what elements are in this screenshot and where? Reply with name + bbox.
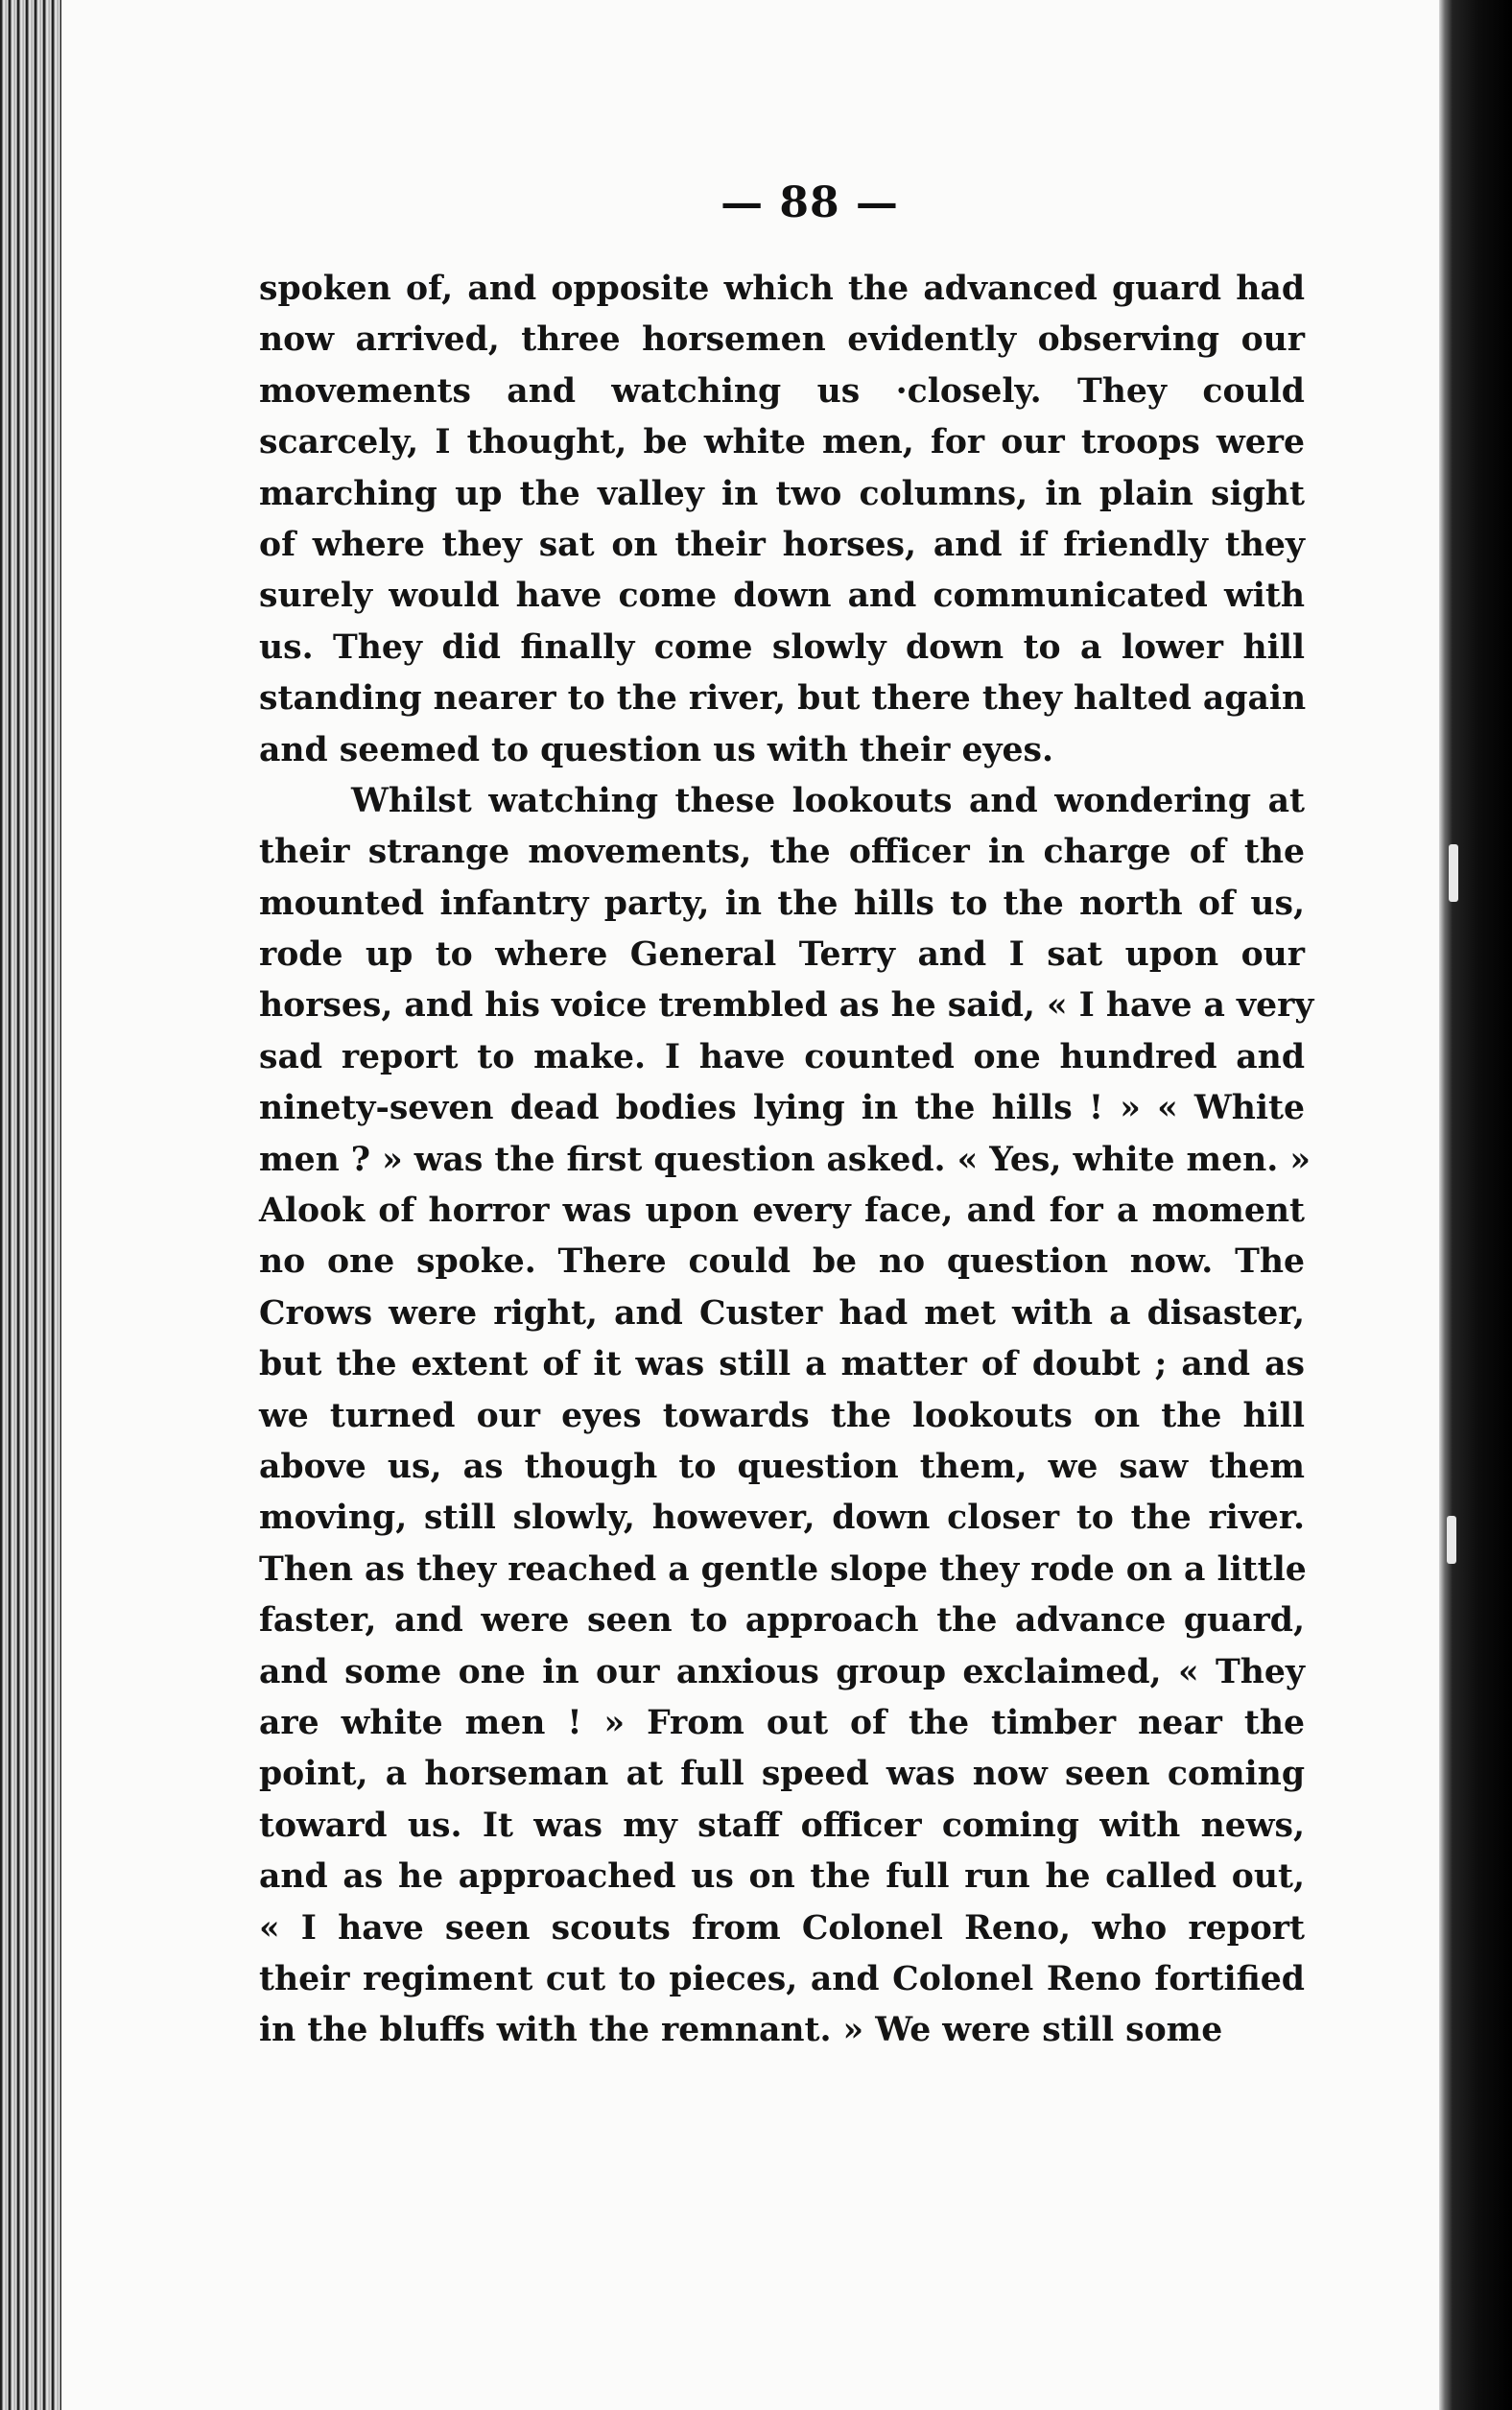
book-gutter	[0, 0, 67, 2410]
text-line: no one spoke. There could be no question now. The	[259, 1242, 1305, 1282]
page-edge-mark	[1447, 1516, 1456, 1564]
text-line: ninety-seven dead bodies lying in the hills ! » « White	[259, 1089, 1305, 1128]
text-line: standing nearer to the river, but there they halted again	[259, 679, 1307, 719]
text-line: in the bluffs with the remnant. » We were still some	[259, 2011, 1223, 2050]
text-line: moving, still slowly, however, down closer to the river.	[259, 1499, 1305, 1538]
text-line: but the extent of it was still a matter of doubt ; and as	[259, 1345, 1305, 1384]
page-number: — 88 —	[721, 178, 899, 227]
text-line: above us, as though to question them, we saw them	[259, 1447, 1305, 1486]
text-line: we turned our eyes towards the lookouts on the hill	[259, 1396, 1305, 1435]
text-line: Whilst watching these lookouts and wondering at	[351, 781, 1305, 820]
text-line: men ? » was the first question asked. « Yes, white men. »	[259, 1140, 1311, 1179]
text-line: « I have seen scouts from Colonel Reno, who report	[259, 1908, 1305, 1948]
text-line: point, a horseman at full speed was now seen coming	[259, 1755, 1305, 1794]
text-line: Crows were right, and Custer had met with a disaster,	[259, 1293, 1305, 1333]
text-line: movements and watching us ·closely. They could	[259, 371, 1305, 411]
text-line: and some one in our anxious group exclaimed, « They	[259, 1652, 1305, 1691]
text-line: now arrived, three horsemen evidently observing our	[259, 320, 1305, 360]
text-line: horses, and his voice trembled as he said, « I have a very	[259, 986, 1314, 1026]
text-line: are white men ! » From out of the timber near the	[259, 1703, 1305, 1742]
text-line: and as he approached us on the full run he called out,	[259, 1857, 1305, 1897]
text-line: of where they sat on their horses, and if friendly they	[259, 525, 1305, 564]
text-line: their strange movements, the officer in charge of the	[259, 833, 1305, 872]
text-line: toward us. It was my staff officer coming with news,	[259, 1806, 1305, 1845]
text-line: us. They did finally come slowly down to a lower hill	[259, 627, 1305, 667]
text-line: spoken of, and opposite which the advanced guard had	[259, 270, 1305, 308]
text-line: faster, and were seen to approach the advance guard,	[259, 1601, 1305, 1641]
text-line: Then as they reached a gentle slope they rode on a little	[259, 1549, 1307, 1589]
text-line: rode up to where General Terry and I sat upon our	[259, 935, 1305, 975]
page-edge-mark	[1449, 844, 1458, 902]
text-line: scarcely, I thought, be white men, for our troops were	[259, 423, 1305, 462]
text-line: surely would have come down and communicated with	[259, 577, 1305, 616]
text-line: mounted infantry party, in the hills to the north of us,	[259, 884, 1305, 923]
text-line: Alook of horror was upon every face, and for a moment	[259, 1192, 1305, 1231]
text-line: sad report to make. I have counted one hundred and	[259, 1037, 1305, 1076]
page-edge	[1439, 0, 1512, 2410]
text-line: their regiment cut to pieces, and Colonel Reno fortified	[259, 1959, 1305, 1998]
text-line: marching up the valley in two columns, in plain sight	[259, 474, 1305, 513]
body-text	[259, 264, 1314, 2057]
text-line: and seemed to question us with their eyes.	[259, 730, 1054, 769]
